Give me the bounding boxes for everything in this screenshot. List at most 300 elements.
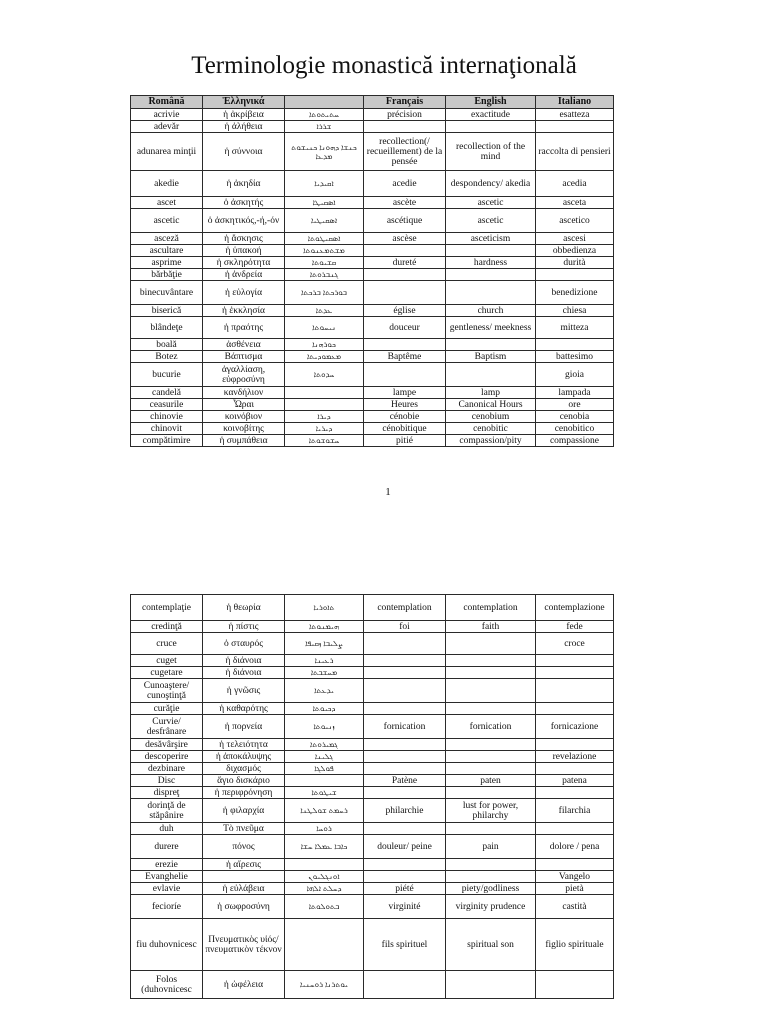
table-row [131, 121, 614, 133]
french-term [364, 787, 446, 799]
greek-term: διχασμός [203, 763, 285, 775]
table-row [131, 919, 614, 971]
syriac-term: ܝܕܥܬܐ [285, 679, 364, 703]
table-row [131, 895, 614, 919]
table-row [131, 317, 614, 339]
italian-term: revelazione [536, 751, 614, 763]
table-row [131, 703, 614, 715]
romanian-term: binecuvântare [131, 281, 203, 305]
table-row [131, 305, 614, 317]
romanian-term: Evanghelie [131, 871, 203, 883]
table-row [131, 775, 614, 787]
page-number: 1 [385, 486, 391, 498]
syriac-term: ܐܘܢܓܠܝܘܢ [285, 871, 364, 883]
syriac-term: ܡܚܫܒܬܐ [285, 667, 364, 679]
glossary-body-page-2 [131, 595, 614, 999]
romanian-term: cruce [131, 633, 203, 655]
syriac-term: ܪܚܡܬ ܫܘܠܛܢܐ [285, 799, 364, 823]
greek-term: ἡ τελειότητα [203, 739, 285, 751]
italian-term: battesimo [536, 351, 614, 363]
greek-term: πόνος [203, 835, 285, 859]
italian-term: fede [536, 621, 614, 633]
romanian-term: durere [131, 835, 203, 859]
english-term [446, 633, 536, 655]
table-row [131, 109, 614, 121]
greek-term: ἡ αἵρεσις [203, 859, 285, 871]
syriac-term: ܕܝܪܝܐ [285, 423, 364, 435]
italian-term: filarchia [536, 799, 614, 823]
romanian-term: cugetare [131, 667, 203, 679]
french-term [364, 763, 446, 775]
syriac-term: ܓܠܝܢܐ [285, 751, 364, 763]
italian-term: esatteza [536, 109, 614, 121]
french-term: ascète [364, 197, 446, 209]
french-term: Patène [364, 775, 446, 787]
english-term: lust for power, philarchy [446, 799, 536, 823]
french-term [364, 971, 446, 999]
italian-term [536, 121, 614, 133]
french-term: recollection(/ recueillement) de la pensée [364, 133, 446, 171]
greek-term: ἡ πραότης [203, 317, 285, 339]
english-term: cenobitic [446, 423, 536, 435]
english-term [446, 763, 536, 775]
greek-term: Πνευματικὸς υἱός/ πνευματικὸν τέκνον [203, 919, 285, 971]
english-term [446, 971, 536, 999]
greek-term: ἡ περιφρόνηση [203, 787, 285, 799]
french-term [364, 339, 446, 351]
romanian-term: blândeţe [131, 317, 203, 339]
romanian-term: Botez [131, 351, 203, 363]
romanian-term: Folos (duhovnicesc [131, 971, 203, 999]
greek-term: κανδήλιον [203, 387, 285, 399]
french-term: douceur [364, 317, 446, 339]
syriac-term [285, 387, 364, 399]
greek-term: ἡ εὐλογία [203, 281, 285, 305]
table-row [131, 423, 614, 435]
french-term [364, 751, 446, 763]
english-term [446, 787, 536, 799]
italian-term [536, 703, 614, 715]
italian-term: patena [536, 775, 614, 787]
table-row [131, 871, 614, 883]
table-row [131, 787, 614, 799]
french-term: foi [364, 621, 446, 633]
syriac-term: ܫܝܛܘܬܐ [285, 787, 364, 799]
table-row [131, 387, 614, 399]
romanian-term: compătimire [131, 435, 203, 447]
english-term [446, 121, 536, 133]
syriac-term: ܙܢܝܘܬܐ [285, 715, 364, 739]
greek-term: ὁ ἀσκητής [203, 197, 285, 209]
syriac-term: ܪܥܝܢܐ [285, 655, 364, 667]
french-term [364, 871, 446, 883]
syriac-term [285, 775, 364, 787]
table-row [131, 351, 614, 363]
english-term [446, 703, 536, 715]
english-term: pain [446, 835, 536, 859]
greek-term: ἡ γνῶσις [203, 679, 285, 703]
romanian-term: adunarea minţii [131, 133, 203, 171]
table-row [131, 339, 614, 351]
french-term [364, 281, 446, 305]
syriac-term: ܐܣܩܝܛܘܬܐ [285, 233, 364, 245]
italian-term: raccolta di pensieri [536, 133, 614, 171]
syriac-term: ܟܐܒܐ ܥܡܠܐ ܚܫܐ [285, 835, 364, 859]
english-term: fornication [446, 715, 536, 739]
greek-term: Ὧραι [203, 399, 285, 411]
french-term [364, 823, 446, 835]
italian-term [536, 763, 614, 775]
french-term: ascétique [364, 209, 446, 233]
romanian-term: biserică [131, 305, 203, 317]
romanian-term: ascetic [131, 209, 203, 233]
romanian-term: curăţie [131, 703, 203, 715]
romanian-term: candelă [131, 387, 203, 399]
syriac-term: ܥܕܬܐ [285, 305, 364, 317]
greek-term: ἡ ἀνδρεία [203, 269, 285, 281]
syriac-term: ܓܢܒܪܘܬܐ [285, 269, 364, 281]
glossary-table-page-2 [130, 594, 614, 999]
col-header-romana: Română [131, 96, 203, 109]
greek-term: ἡ εὐλάβεια [203, 883, 285, 895]
italian-term: cenobitico [536, 423, 614, 435]
romanian-term: Disc [131, 775, 203, 787]
table-row [131, 595, 614, 621]
english-term: recollection of the mind [446, 133, 536, 171]
italian-term: acedia [536, 171, 614, 197]
syriac-term: ܡܥܡܘܕܝܬܐ [285, 351, 364, 363]
french-term [364, 667, 446, 679]
greek-term: ἡ ὑπακοή [203, 245, 285, 257]
french-term: acedie [364, 171, 446, 197]
romanian-term: Cunoaştere/ cunoştinţă [131, 679, 203, 703]
italian-term: chiesa [536, 305, 614, 317]
romanian-term: bărbăţie [131, 269, 203, 281]
syriac-term: ܕܚܠܬ ܐܠܗܐ [285, 883, 364, 895]
italian-term: fornicazione [536, 715, 614, 739]
romanian-term: dezbinare [131, 763, 203, 775]
french-term: cénobie [364, 411, 446, 423]
romanian-term: bucurie [131, 363, 203, 387]
table-row [131, 399, 614, 411]
french-term: douleur/ peine [364, 835, 446, 859]
french-term [364, 633, 446, 655]
english-term: Canonical Hours [446, 399, 536, 411]
greek-term: ἡ ἄσκησις [203, 233, 285, 245]
greek-term: ἡ σκληρότητα [203, 257, 285, 269]
italian-term [536, 971, 614, 999]
table-row [131, 233, 614, 245]
romanian-term: chinovit [131, 423, 203, 435]
romanian-term: Curvie/ desfrânare [131, 715, 203, 739]
italian-term [536, 679, 614, 703]
table-row [131, 245, 614, 257]
syriac-term: ܨܠܝܒܐ ܙܩܝܦܐ [285, 633, 364, 655]
english-term [446, 739, 536, 751]
italian-term: ore [536, 399, 614, 411]
syriac-term: ܓܡܝܪܘܬܐ [285, 739, 364, 751]
french-term: virginité [364, 895, 446, 919]
french-term [364, 739, 446, 751]
col-header-italiano: Italiano [536, 96, 614, 109]
italian-term: ascesi [536, 233, 614, 245]
english-term [446, 245, 536, 257]
romanian-term: asprime [131, 257, 203, 269]
syriac-term: ܐܣܩܝܛܐ [285, 197, 364, 209]
italian-term [536, 655, 614, 667]
english-term: despondency/ akedia [446, 171, 536, 197]
greek-term: ἡ φιλαρχία [203, 799, 285, 823]
french-term: Heures [364, 399, 446, 411]
table-row [131, 435, 614, 447]
greek-term: κοινοβίτης [203, 423, 285, 435]
syriac-term [285, 399, 364, 411]
table-row [131, 209, 614, 233]
syriac-term: ܒܬܘܠܘܬܐ [285, 895, 364, 919]
french-term: piété [364, 883, 446, 895]
french-term: cénobitique [364, 423, 446, 435]
romanian-term: descoperire [131, 751, 203, 763]
romanian-term: cuget [131, 655, 203, 667]
french-term [364, 269, 446, 281]
syriac-term: ܐܩܝܕܝܐ [285, 171, 364, 197]
english-term: lamp [446, 387, 536, 399]
french-term: ascèse [364, 233, 446, 245]
romanian-term: desăvârşire [131, 739, 203, 751]
french-term: fornication [364, 715, 446, 739]
greek-term: ἀσθένεια [203, 339, 285, 351]
english-term: contemplation [446, 595, 536, 621]
syriac-term: ܦܘܠܓܐ [285, 763, 364, 775]
italian-term: Vangelo [536, 871, 614, 883]
glossary-header [131, 96, 614, 109]
italian-term: obbedienza [536, 245, 614, 257]
romanian-term: dorinţă de stăpânire [131, 799, 203, 823]
greek-term [203, 871, 285, 883]
romanian-term: akedie [131, 171, 203, 197]
greek-term: ἡ διάνοια [203, 655, 285, 667]
french-term: philarchie [364, 799, 446, 823]
table-row [131, 751, 614, 763]
greek-term: ἡ συμπάθεια [203, 435, 285, 447]
romanian-term: fecioríe [131, 895, 203, 919]
greek-term: ἡ πίστις [203, 621, 285, 633]
syriac-term: ܚܕܘܬܐ [285, 363, 364, 387]
french-term [364, 363, 446, 387]
col-header-greek: Ἑλληνικά [203, 96, 285, 109]
english-term [446, 281, 536, 305]
english-term [446, 871, 536, 883]
english-term: piety/godliness [446, 883, 536, 895]
greek-term: ἀγαλλίαση, εὐφροσύνη [203, 363, 285, 387]
syriac-term [285, 919, 364, 971]
table-row [131, 763, 614, 775]
english-term [446, 269, 536, 281]
english-term [446, 859, 536, 871]
english-term: compassion/pity [446, 435, 536, 447]
syriac-term: ܕܝܪܐ [285, 411, 364, 423]
greek-term: ἡ σωφροσύνη [203, 895, 285, 919]
table-row [131, 633, 614, 655]
romanian-term: duh [131, 823, 203, 835]
table-row [131, 655, 614, 667]
table-row [131, 679, 614, 703]
syriac-term: ܒܘܪܟܬܐ ܒܪܟܬܐ [285, 281, 364, 305]
greek-term: ὁ ἀσκητικός,-ή,-όν [203, 209, 285, 233]
english-term: virginity prudence [446, 895, 536, 919]
col-header-english: English [446, 96, 536, 109]
italian-term: croce [536, 633, 614, 655]
italian-term: cenobia [536, 411, 614, 423]
greek-term: ἡ ἐκκλησία [203, 305, 285, 317]
col-header-syriac [285, 96, 364, 109]
syriac-term [285, 859, 364, 871]
french-term: église [364, 305, 446, 317]
greek-term: ἡ θεωρία [203, 595, 285, 621]
syriac-term: ܢܝܚܘܬܐ [285, 317, 364, 339]
french-term: pitié [364, 435, 446, 447]
table-row [131, 715, 614, 739]
greek-term: ἡ ἀκρίβεια [203, 109, 285, 121]
italian-term: compassione [536, 435, 614, 447]
romanian-term: adevăr [131, 121, 203, 133]
italian-term [536, 859, 614, 871]
romanian-term: fiu duhovnicesc [131, 919, 203, 971]
italian-term: durità [536, 257, 614, 269]
romanian-term: erezie [131, 859, 203, 871]
table-row [131, 257, 614, 269]
table-row [131, 411, 614, 423]
greek-term: ἡ ἀλήθεια [203, 121, 285, 133]
english-term: spiritual son [446, 919, 536, 971]
syriac-term: ܬܐܘܪܝܐ [285, 595, 364, 621]
english-term [446, 667, 536, 679]
table-row [131, 171, 614, 197]
french-term [364, 703, 446, 715]
table-row [131, 971, 614, 999]
english-term: ascetic [446, 197, 536, 209]
table-row [131, 269, 614, 281]
greek-term: κοινόβιον [203, 411, 285, 423]
english-term [446, 823, 536, 835]
french-term: lampe [364, 387, 446, 399]
syriac-term: ܩܫܝܘܬܐ [285, 257, 364, 269]
italian-term: castità [536, 895, 614, 919]
syriac-term: ܫܪܪܐ [285, 121, 364, 133]
english-term [446, 679, 536, 703]
french-term [364, 121, 446, 133]
table-row [131, 621, 614, 633]
table-row [131, 883, 614, 895]
english-term: cenobium [446, 411, 536, 423]
english-term: hardness [446, 257, 536, 269]
italian-term: benedizione [536, 281, 614, 305]
italian-term: asceta [536, 197, 614, 209]
french-term: fils spirituel [364, 919, 446, 971]
english-term: church [446, 305, 536, 317]
italian-term: pietà [536, 883, 614, 895]
table-row [131, 133, 614, 171]
greek-term: ἡ πορνεία [203, 715, 285, 739]
romanian-term: asceză [131, 233, 203, 245]
english-term: faith [446, 621, 536, 633]
romanian-term: acrivie [131, 109, 203, 121]
syriac-term: ܟܢܫܐ ܕܗܘܢܐ ܟܢܝܫܘܬ ܡܕܥܐ [285, 133, 364, 171]
table-row [131, 363, 614, 387]
english-term [446, 655, 536, 667]
greek-term: ἡ σύννοια [203, 133, 285, 171]
syriac-term: ܚܬܝܬܘܬܐ [285, 109, 364, 121]
italian-term [536, 787, 614, 799]
english-term: paten [446, 775, 536, 787]
italian-term: contemplazione [536, 595, 614, 621]
syriac-term: ܚܫܘܫܘܬܐ [285, 435, 364, 447]
italian-term: dolore / pena [536, 835, 614, 859]
italian-term: ascetico [536, 209, 614, 233]
italian-term [536, 823, 614, 835]
syriac-term: ܟܘܪܗܢܐ [285, 339, 364, 351]
document-title: Terminologie monastică internaţională [191, 52, 577, 79]
english-term: ascetic [446, 209, 536, 233]
romanian-term: ascultare [131, 245, 203, 257]
romanian-term: ceasurile [131, 399, 203, 411]
french-term [364, 655, 446, 667]
greek-term: ὁ σταυρός [203, 633, 285, 655]
french-term: Baptême [364, 351, 446, 363]
french-term [364, 859, 446, 871]
english-term [446, 339, 536, 351]
romanian-term: ascet [131, 197, 203, 209]
greek-term: ἅγιο δισκάριο [203, 775, 285, 787]
english-term [446, 751, 536, 763]
romanian-term: chinovie [131, 411, 203, 423]
italian-term [536, 739, 614, 751]
syriac-term: ܡܫܬܡܥܢܘܬܐ [285, 245, 364, 257]
syriac-term: ܝܘܬܪܢܐ ܪܘܚܢܝܐ [285, 971, 364, 999]
greek-term: ἡ καθαρότης [203, 703, 285, 715]
english-term [446, 363, 536, 387]
col-header-francais: Français [364, 96, 446, 109]
romanian-term: contemplaţie [131, 595, 203, 621]
table-row [131, 197, 614, 209]
greek-term: ἡ ἀκηδία [203, 171, 285, 197]
french-term: précision [364, 109, 446, 121]
glossary-body-page-1 [131, 109, 614, 447]
table-row [131, 859, 614, 871]
english-term: Baptism [446, 351, 536, 363]
glossary-table-page-1 [130, 95, 614, 447]
english-term: gentleness/ meekness [446, 317, 536, 339]
french-term: contemplation [364, 595, 446, 621]
english-term: exactitude [446, 109, 536, 121]
english-term: asceticism [446, 233, 536, 245]
greek-term: Τὸ πνεῦμα [203, 823, 285, 835]
french-term [364, 245, 446, 257]
romanian-term: evlavie [131, 883, 203, 895]
table-row [131, 823, 614, 835]
romanian-term: boală [131, 339, 203, 351]
syriac-term: ܐܣܩܝܛܝܐ [285, 209, 364, 233]
table-row [131, 835, 614, 859]
syriac-term: ܕܟܝܘܬܐ [285, 703, 364, 715]
table-row [131, 281, 614, 305]
greek-term: Βάπτισμα [203, 351, 285, 363]
romanian-term: dispreţ [131, 787, 203, 799]
italian-term: figlio spirituale [536, 919, 614, 971]
italian-term: lampada [536, 387, 614, 399]
french-term: dureté [364, 257, 446, 269]
greek-term: ἡ διάνοια [203, 667, 285, 679]
